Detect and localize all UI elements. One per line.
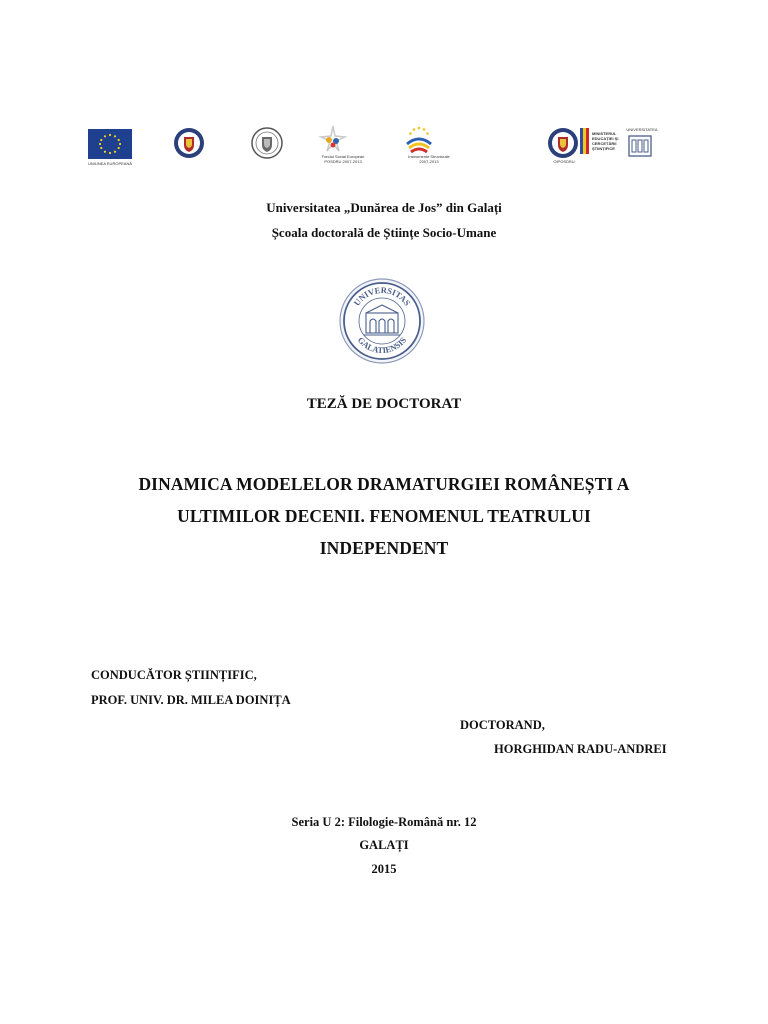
ministry-crest-logo xyxy=(251,127,283,159)
thesis-title xyxy=(0,468,768,564)
supervisor-name: PROF. UNIV. DR. MILEA DOINIȚA xyxy=(91,693,291,707)
seal-top-text: UNIVERSITAS xyxy=(351,284,413,308)
series-info: Seria U 2: Filologie-Română nr. 12 xyxy=(291,815,477,829)
university-small-caption: UNIVERSITATEA xyxy=(626,127,658,132)
ministry-caption-line3: CERCETĂRII xyxy=(592,141,617,146)
fse-star-icon xyxy=(318,124,348,154)
fse-logo xyxy=(318,124,368,164)
university-building-icon xyxy=(626,132,654,160)
structural-instruments-icon xyxy=(403,124,435,154)
crest-icon xyxy=(173,127,205,159)
structural-instruments-logo xyxy=(403,124,455,164)
oiposdru-caption: OIPOSDRU xyxy=(553,159,575,164)
university-small-logo xyxy=(626,127,658,160)
thesis-title-line-1: DINAMICA MODELELOR DRAMATURGIEI ROMÂNEȘTI A xyxy=(138,474,630,494)
university-name: Universitatea „Dunărea de Jos” din Galați xyxy=(266,200,502,215)
university-seal-icon xyxy=(338,277,426,365)
supervisor-label: CONDUCĂTOR ȘTIINȚIFIC, xyxy=(91,668,257,682)
eu-flag-logo xyxy=(88,129,132,166)
fse-caption-years: POSDRU 2007-2013 xyxy=(324,159,362,164)
oiposdru-logo xyxy=(547,127,581,164)
document-type: TEZĂ DE DOCTORAT xyxy=(306,396,462,412)
eu-caption: UNIUNEA EUROPEANĂ xyxy=(88,161,133,166)
fse-caption: Fondul Social European xyxy=(321,154,365,159)
university-seal xyxy=(338,277,426,365)
structural-instruments-caption: Instrumente Structurale xyxy=(408,154,450,159)
oiposdru-crest-icon xyxy=(547,127,579,159)
thesis-title-line-2: ULTIMILOR DECENII. FENOMENUL TEATRULUI xyxy=(177,506,591,526)
city: GALAȚI xyxy=(359,838,409,852)
partner-logos-strip xyxy=(85,124,665,170)
seal-bottom-text: GALATIENSIS xyxy=(355,335,409,356)
ministry-logo xyxy=(579,126,618,156)
ministry-flag-icon xyxy=(579,126,589,156)
ministry-caption-line4: ȘTIINȚIFICE xyxy=(592,146,615,151)
thesis-title-line-3: INDEPENDENT xyxy=(319,538,449,558)
structural-instruments-caption-years: 2007-2013 xyxy=(419,159,439,164)
doctoral-school-name: Școala doctorală de Științe Socio-Umane xyxy=(271,225,497,240)
crest-icon xyxy=(251,127,283,159)
ministry-caption-line1: MINISTERUL xyxy=(592,131,617,136)
government-crest-logo xyxy=(173,127,205,159)
candidate-name: HORGHIDAN RADU-ANDREI xyxy=(494,742,667,756)
ministry-caption-line2: EDUCAȚIEI ȘI xyxy=(592,136,619,141)
eu-flag-icon xyxy=(88,129,132,159)
candidate-label: DOCTORAND, xyxy=(460,718,545,732)
year: 2015 xyxy=(371,862,397,876)
